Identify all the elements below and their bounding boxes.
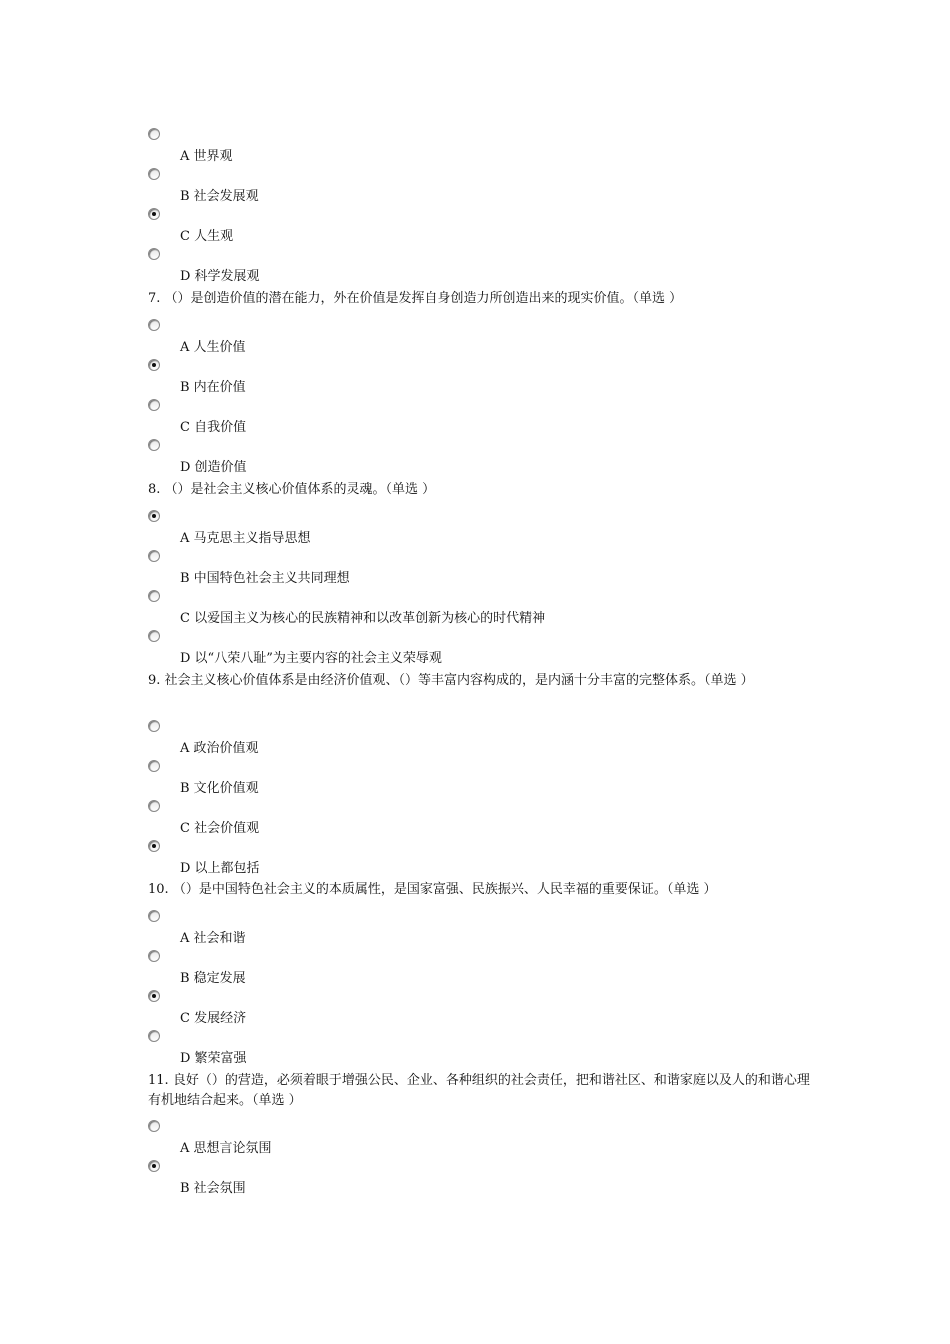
option-q8-d[interactable] bbox=[148, 630, 748, 670]
option-q6-b[interactable] bbox=[148, 168, 748, 208]
option-q10-b[interactable] bbox=[148, 950, 748, 990]
question-10 bbox=[148, 880, 818, 900]
question-number: 11. bbox=[148, 1073, 169, 1088]
option-q8-a[interactable] bbox=[148, 510, 748, 550]
option-label: B 社会氛围 bbox=[180, 1181, 246, 1196]
radio-button[interactable] bbox=[148, 550, 160, 562]
option-q9-d[interactable] bbox=[148, 840, 748, 880]
radio-button[interactable] bbox=[148, 439, 160, 451]
option-q10-c[interactable] bbox=[148, 990, 748, 1030]
option-label: D 繁荣富强 bbox=[180, 1051, 247, 1066]
radio-button[interactable] bbox=[148, 1120, 160, 1132]
radio-button[interactable] bbox=[148, 910, 160, 922]
question-text: 良好（）的营造，必须着眼于增强公民、企业、各种组织的社会责任，把和谐社区、和谐家庭以及人的和谐心理有机地结合起来。（单选 ） bbox=[148, 1073, 810, 1108]
option-q9-b[interactable] bbox=[148, 760, 748, 800]
radio-button[interactable] bbox=[148, 319, 160, 331]
question-number: 9. bbox=[148, 673, 161, 688]
question-number: 10. bbox=[148, 882, 169, 897]
radio-button[interactable] bbox=[148, 800, 160, 812]
question-9 bbox=[148, 671, 818, 691]
question-7 bbox=[148, 289, 818, 309]
radio-button[interactable] bbox=[148, 760, 160, 772]
option-label: C 社会价值观 bbox=[180, 821, 260, 836]
radio-button[interactable] bbox=[148, 630, 160, 642]
option-label: A 世界观 bbox=[180, 149, 233, 164]
radio-button-selected[interactable] bbox=[148, 208, 160, 220]
option-q7-a[interactable] bbox=[148, 319, 748, 359]
option-q11-a[interactable] bbox=[148, 1120, 748, 1160]
option-q9-c[interactable] bbox=[148, 800, 748, 840]
radio-button[interactable] bbox=[148, 1030, 160, 1042]
option-label: A 政治价值观 bbox=[180, 741, 259, 756]
radio-button[interactable] bbox=[148, 720, 160, 732]
option-q7-c[interactable] bbox=[148, 399, 748, 439]
question-number: 7. bbox=[148, 291, 161, 306]
radio-button[interactable] bbox=[148, 950, 160, 962]
radio-button[interactable] bbox=[148, 399, 160, 411]
option-q7-d[interactable] bbox=[148, 439, 748, 479]
option-label: D 以上都包括 bbox=[180, 861, 260, 876]
radio-button-selected[interactable] bbox=[148, 510, 160, 522]
radio-button-selected[interactable] bbox=[148, 1160, 160, 1172]
option-label: D 以“八荣八耻”为主要内容的社会主义荣辱观 bbox=[180, 651, 442, 666]
option-label: D 科学发展观 bbox=[180, 269, 260, 284]
option-label: B 中国特色社会主义共同理想 bbox=[180, 571, 350, 586]
question-11 bbox=[148, 1071, 818, 1111]
radio-button-selected[interactable] bbox=[148, 359, 160, 371]
option-q6-a[interactable] bbox=[148, 128, 748, 168]
question-text: （）是社会主义核心价值体系的灵魂。（单选 ） bbox=[164, 482, 436, 497]
option-label: C 自我价值 bbox=[180, 420, 247, 435]
question-text: （）是创造价值的潜在能力，外在价值是发挥自身创造力所创造出来的现实价值。（单选 ） bbox=[164, 291, 683, 306]
radio-button-selected[interactable] bbox=[148, 840, 160, 852]
option-q11-b[interactable] bbox=[148, 1160, 748, 1200]
question-text: （）是中国特色社会主义的本质属性，是国家富强、民族振兴、人民幸福的重要保证。（单选 ） bbox=[172, 882, 717, 897]
question-8 bbox=[148, 480, 818, 500]
option-q10-a[interactable] bbox=[148, 910, 748, 950]
option-q6-d[interactable] bbox=[148, 248, 748, 288]
option-q8-b[interactable] bbox=[148, 550, 748, 590]
option-label: B 稳定发展 bbox=[180, 971, 246, 986]
option-label: A 社会和谐 bbox=[180, 931, 246, 946]
option-label: C 发展经济 bbox=[180, 1011, 247, 1026]
option-q6-c[interactable] bbox=[148, 208, 748, 248]
option-label: C 以爱国主义为核心的民族精神和以改革创新为核心的时代精神 bbox=[180, 611, 546, 626]
option-q8-c[interactable] bbox=[148, 590, 748, 630]
option-label: D 创造价值 bbox=[180, 460, 247, 475]
option-label: A 马克思主义指导思想 bbox=[180, 531, 311, 546]
option-label: C 人生观 bbox=[180, 229, 234, 244]
option-label: B 社会发展观 bbox=[180, 189, 259, 204]
option-label: B 文化价值观 bbox=[180, 781, 259, 796]
radio-button-selected[interactable] bbox=[148, 990, 160, 1002]
option-q7-b[interactable] bbox=[148, 359, 748, 399]
radio-button[interactable] bbox=[148, 590, 160, 602]
option-label: A 人生价值 bbox=[180, 340, 246, 355]
radio-button[interactable] bbox=[148, 128, 160, 140]
option-q9-a[interactable] bbox=[148, 720, 748, 760]
radio-button[interactable] bbox=[148, 248, 160, 260]
option-label: B 内在价值 bbox=[180, 380, 246, 395]
option-label: A 思想言论氛围 bbox=[180, 1141, 272, 1156]
question-number: 8. bbox=[148, 482, 161, 497]
radio-button[interactable] bbox=[148, 168, 160, 180]
option-q10-d[interactable] bbox=[148, 1030, 748, 1070]
question-text: 社会主义核心价值体系是由经济价值观、（）等丰富内容构成的，是内涵十分丰富的完整体系。（单选 ） bbox=[164, 673, 754, 688]
